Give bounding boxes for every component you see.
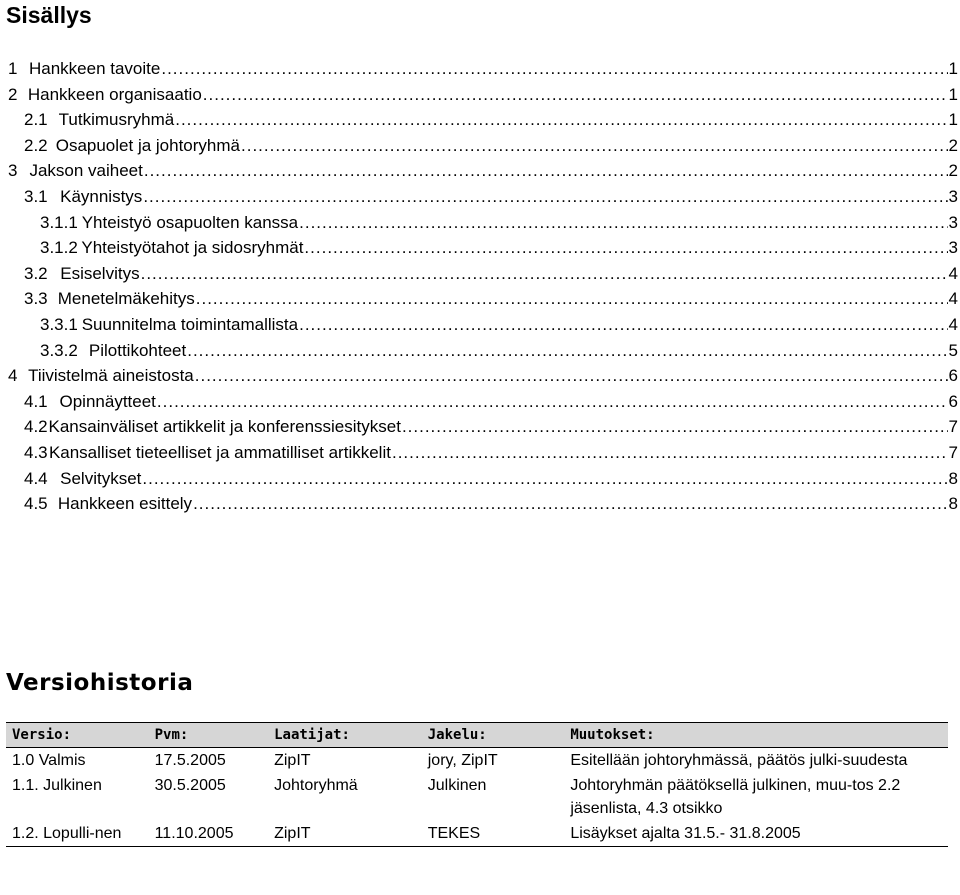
toc-dot-leader	[144, 160, 948, 182]
toc-entry-title: Jakson vaiheet	[29, 161, 143, 181]
cell-date: 30.5.2005	[154, 777, 226, 794]
version-history-heading: Versiohistoria	[6, 670, 194, 696]
toc-entry-title: Kansalliset tieteelliset ja ammatilliset artikkelit	[48, 443, 391, 462]
toc-entry[interactable]	[24, 493, 958, 515]
toc-dot-leader	[304, 237, 947, 259]
table-row	[6, 821, 948, 847]
toc-entry[interactable]	[24, 468, 958, 490]
toc-entry-title: Hankkeen organisaatio	[27, 84, 202, 104]
toc-dot-leader	[175, 109, 947, 131]
toc-entry-page: 2	[948, 161, 958, 181]
toc-entry-page: 4	[948, 315, 958, 334]
toc-entry-page: 8	[948, 494, 958, 514]
toc-entry-title: Osapuolet ja johtoryhmä	[55, 135, 240, 155]
toc-entry-page: 6	[948, 391, 958, 411]
toc-entry-number: 3.3.1	[40, 315, 78, 334]
toc-entry-title: Tutkimusryhmä	[58, 110, 175, 130]
toc-entry[interactable]	[8, 84, 958, 106]
toc-entry-title: Käynnistys	[60, 187, 143, 206]
column-header-authors: Laatijat:	[268, 723, 422, 748]
toc-entry-page: 1	[948, 59, 958, 78]
toc-entry-number: 4.4	[24, 468, 48, 488]
cell-date: 11.10.2005	[149, 821, 269, 847]
toc-entry-number: 3.1.2	[40, 238, 78, 258]
cell-author: ZipIT	[274, 752, 311, 769]
toc-entry-title: Esiselvitys	[60, 263, 140, 283]
toc-dot-leader	[241, 135, 948, 157]
toc-entry[interactable]	[40, 314, 958, 336]
toc-entry-title: Hankkeen esittely	[57, 494, 193, 514]
toc-entry-title: Tiivistelmä aineistosta	[28, 366, 194, 386]
toc-entry-page: 3	[948, 187, 958, 206]
toc-entry-page: 8	[948, 468, 958, 488]
toc-dot-leader	[203, 84, 948, 106]
toc-entry-number: 3.3	[24, 289, 48, 309]
toc-entry-number: 2.1	[24, 110, 48, 130]
table-row	[6, 773, 948, 821]
table-header-row	[6, 723, 948, 748]
toc-entry-number: 3	[8, 161, 18, 181]
toc-dot-leader	[402, 416, 948, 438]
toc-dot-leader	[196, 288, 948, 310]
cell-distribution: Julkinen	[427, 777, 487, 794]
toc-entry-number: 4.3	[24, 443, 48, 462]
toc-entry-title: Yhteistyö osapuolten kanssa	[81, 212, 299, 232]
toc-entry-number: 3.2	[24, 263, 48, 283]
cell-version: 1.2. Lopulli-nen	[6, 821, 149, 847]
toc-entry-number: 1	[8, 59, 18, 78]
toc-entry-number: 4.2	[24, 417, 48, 437]
toc-entry[interactable]	[24, 416, 958, 438]
toc-dot-leader	[143, 186, 947, 208]
toc-entry-title: Selvitykset	[60, 468, 142, 488]
cell-distribution: jory, ZipIT	[427, 752, 498, 769]
cell-distribution: TEKES	[422, 821, 565, 847]
column-header-changes: Muutokset:	[564, 723, 948, 748]
toc-entry[interactable]	[8, 58, 958, 80]
cell-author: Johtoryhmä	[274, 777, 358, 794]
cell-version: 1.1. Julkinen	[12, 777, 102, 794]
toc-entry[interactable]	[24, 109, 958, 131]
toc-dot-leader	[157, 391, 948, 413]
toc-dot-leader	[299, 212, 947, 234]
toc-entry-page: 6	[948, 366, 958, 386]
cell-changes: Johtoryhmän päätöksellä julkinen, muu-tos 2.2 jäsenlista, 4.3 otsikko	[570, 777, 901, 817]
toc-entry-page: 7	[948, 443, 958, 462]
toc-entry-page: 4	[948, 289, 958, 309]
cell-changes: Lisäykset ajalta 31.5.- 31.8.2005	[564, 821, 948, 847]
toc-entry[interactable]	[24, 186, 958, 208]
toc-dot-leader	[187, 340, 947, 362]
cell-version: 1.0 Valmis	[12, 752, 86, 769]
toc-entry-title: Yhteistyötahot ja sidosryhmät	[81, 238, 304, 258]
toc-dot-leader	[195, 365, 948, 387]
toc-entry-page: 7	[948, 417, 958, 437]
toc-entry-number: 3.1	[24, 187, 48, 206]
toc-entry-title: Opinnäytteet	[59, 391, 156, 411]
toc-entry-page: 5	[948, 340, 958, 360]
toc-entry[interactable]	[40, 237, 958, 259]
column-header-distribution: Jakelu:	[422, 723, 565, 748]
toc-entry[interactable]	[8, 365, 958, 387]
toc-entry[interactable]	[40, 212, 958, 234]
toc-dot-leader	[161, 58, 947, 80]
toc-entry[interactable]	[24, 263, 958, 285]
toc-entry-page: 1	[948, 110, 958, 130]
toc-entry[interactable]	[8, 160, 958, 182]
toc-entry-number: 2	[8, 84, 18, 104]
toc-entry-number: 3.3.2	[40, 340, 78, 360]
toc-dot-leader	[141, 263, 948, 285]
toc-entry[interactable]	[24, 442, 958, 464]
toc-entry-title: Kansainväliset artikkelit ja konferenssiesitykset	[48, 417, 401, 437]
toc-entry-number: 4	[8, 366, 18, 386]
toc-entry-title: Hankkeen tavoite	[28, 59, 161, 78]
toc-entry[interactable]	[24, 288, 958, 310]
toc-entry-page: 4	[948, 263, 958, 283]
column-header-date: Pvm:	[149, 723, 269, 748]
column-header-version: Versio:	[6, 723, 149, 748]
toc-entry-page: 2	[948, 135, 958, 155]
toc-entry-title: Menetelmäkehitys	[57, 289, 195, 309]
toc-entry[interactable]	[24, 391, 958, 413]
toc-entry[interactable]	[40, 340, 958, 362]
toc-dot-leader	[392, 442, 948, 464]
toc-entry-page: 3	[948, 238, 958, 258]
toc-entry-number: 3.1.1	[40, 212, 78, 232]
toc-entry-title: Pilottikohteet	[88, 340, 187, 360]
toc-entry-title: Suunnitelma toimintamallista	[81, 315, 299, 334]
toc-entry[interactable]	[24, 135, 958, 157]
cell-changes: Esitellään johtoryhmässä, päätös julki-suudesta	[570, 752, 908, 769]
cell-author: ZipIT	[268, 821, 422, 847]
toc-entry-number: 2.2	[24, 135, 48, 155]
toc-entry-number: 4.1	[24, 391, 48, 411]
cell-date: 17.5.2005	[154, 752, 226, 769]
toc-dot-leader	[193, 493, 947, 515]
toc-entry-page: 3	[948, 212, 958, 232]
table-row	[6, 748, 948, 774]
toc-dot-leader	[142, 468, 947, 490]
toc-dot-leader	[299, 314, 947, 336]
toc-entry-number: 4.5	[24, 494, 48, 514]
toc-heading: Sisällys	[6, 2, 92, 28]
toc-entry-page: 1	[948, 84, 958, 104]
version-history-table	[6, 722, 948, 847]
